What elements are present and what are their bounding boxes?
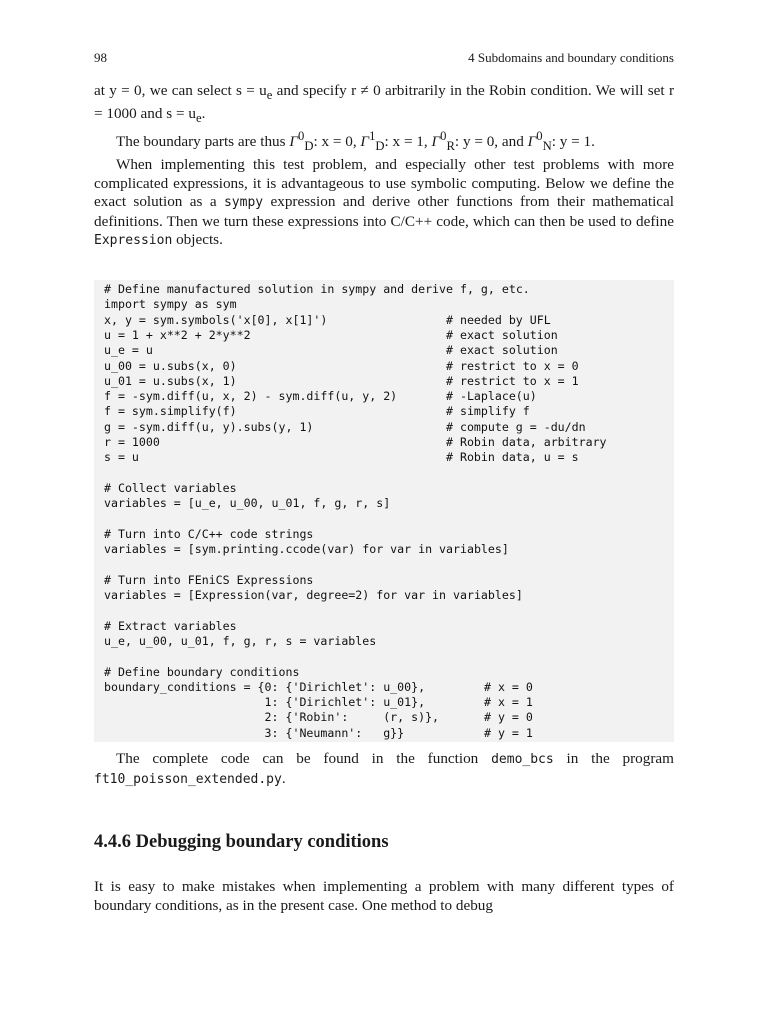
p3-code-expression: Expression bbox=[94, 233, 173, 249]
sub-n: N bbox=[542, 139, 552, 154]
code-line: # Define manufactured solution in sympy and derive f, g, etc. bbox=[104, 282, 530, 296]
p2-t1: : x = 0, bbox=[313, 133, 361, 151]
code-comment: # restrict to x = 1 bbox=[446, 373, 579, 388]
code-line: r = 1000 bbox=[104, 435, 160, 449]
code-line: f = sym.simplify(f) bbox=[104, 404, 237, 419]
code-comment: # y = 1 bbox=[484, 725, 533, 740]
sup-0c: 0 bbox=[536, 129, 543, 144]
sub-d-b: D bbox=[375, 139, 385, 154]
code-line: # Collect variables bbox=[104, 480, 237, 495]
page-number: 98 bbox=[94, 50, 107, 65]
code-line: 3: {'Neumann': g}} bbox=[104, 725, 405, 740]
code-line: x, y = sym.symbols('x[0], x[1]') bbox=[104, 312, 328, 327]
code-line: u_00 = u.subs(x, 0) bbox=[104, 358, 237, 373]
sub-d-a: D bbox=[304, 139, 314, 154]
code-line: f = -sym.diff(u, x, 2) - sym.diff(u, y, 2) bbox=[104, 389, 398, 404]
gamma-d0: Γ bbox=[289, 133, 298, 151]
code-line: 2: {'Robin': (r, s)}, bbox=[104, 710, 440, 725]
p3-c: objects. bbox=[172, 231, 223, 249]
code-comment: # needed by UFL bbox=[446, 312, 551, 327]
sup-0a: 0 bbox=[297, 129, 305, 144]
code-line: variables = [sym.printing.ccode(var) for var in variables] bbox=[104, 542, 509, 557]
p3-a: When implementing this test problem, and especially other test problems with more complicated expressions, it is advantageous to use symbolic computing. Below we define the exact solution as a bbox=[94, 155, 674, 211]
code-comment: # -Laplace(u) bbox=[446, 389, 537, 404]
p1-sub-e2: e bbox=[195, 110, 202, 125]
code-comment: # Robin data, arbitrary bbox=[446, 435, 607, 449]
sup-1: 1 bbox=[369, 129, 376, 144]
gamma-d1: Γ bbox=[360, 133, 370, 151]
p4-b: in the program bbox=[553, 750, 674, 767]
code-line: variables = [Expression(var, degree=2) for var in variables] bbox=[104, 588, 523, 602]
p3-b: expression and derive other functions from their mathematical definitions. Then we turn these expressions into C/C++ code, which can then be used to define bbox=[94, 193, 675, 230]
sub-r: R bbox=[446, 139, 455, 154]
code-comment: # x = 1 bbox=[484, 695, 533, 710]
p1-text-rest: and specify r ≠ 0 arbitrarily in the Robin condition. We will set r = 1000 and s = u bbox=[94, 82, 675, 122]
p1-tail: . bbox=[201, 104, 206, 122]
code-line: u = 1 + x**2 + 2*y**2 bbox=[104, 327, 251, 342]
code-line: u_01 = u.subs(x, 1) bbox=[104, 373, 237, 388]
gamma-n0: Γ bbox=[527, 133, 537, 151]
paragraph-complete-code bbox=[94, 750, 674, 789]
code-block bbox=[94, 280, 674, 742]
code-comment: # y = 0 bbox=[484, 710, 533, 725]
code-line: # Extract variables bbox=[104, 618, 237, 633]
code-comment: # exact solution bbox=[446, 327, 558, 342]
running-title: 4 Subdomains and boundary conditions bbox=[468, 50, 674, 65]
sup-0b: 0 bbox=[440, 129, 447, 144]
p1-text: at y = 0, we can select s = u bbox=[94, 82, 267, 99]
paragraph-robin bbox=[94, 82, 674, 251]
paragraph-debugging bbox=[94, 878, 674, 915]
code-line: # Turn into C/C++ code strings bbox=[104, 526, 314, 541]
code-line: s = u bbox=[104, 450, 139, 465]
code-comment: # compute g = -du/dn bbox=[446, 419, 586, 434]
code-line: variables = [u_e, u_00, u_01, f, g, r, s] bbox=[104, 496, 391, 511]
p1-sub-e: e bbox=[266, 88, 273, 103]
code-comment: # Robin data, u = s bbox=[446, 450, 579, 465]
code-comment: # x = 0 bbox=[484, 679, 533, 694]
code-comment: # simplify f bbox=[446, 404, 530, 419]
code-line: 1: {'Dirichlet': u_01}, bbox=[104, 695, 426, 710]
gamma-r0: Γ bbox=[431, 133, 441, 151]
p2-t2: : x = 1, bbox=[384, 133, 432, 151]
p2-t4: : y = 1. bbox=[551, 133, 595, 151]
p4-a: The complete code can be found in the function bbox=[116, 750, 492, 767]
p4-c: . bbox=[281, 769, 286, 787]
p4-function-name: demo_bcs bbox=[491, 752, 554, 767]
code-line: u_e = u bbox=[104, 343, 153, 358]
section-heading: 4.4.6 Debugging boundary conditions bbox=[94, 832, 389, 852]
p5-text: It is easy to make mistakes when implementing a problem with many different types of boundary conditions, as in the present case. One method to debug bbox=[94, 878, 674, 914]
p3-code-sympy: sympy bbox=[223, 195, 264, 211]
code-comment: # exact solution bbox=[446, 343, 558, 358]
code-line: # Turn into FEniCS Expressions bbox=[104, 572, 314, 587]
code-comment: # restrict to x = 0 bbox=[446, 358, 579, 373]
paragraph-symbolic bbox=[94, 156, 674, 251]
code-line: import sympy as sym bbox=[104, 297, 237, 312]
code-line: # Define boundary conditions bbox=[104, 664, 300, 679]
p4-program-name: ft10_poisson_extended.py bbox=[94, 771, 282, 787]
code-line: u_e, u_00, u_01, f, g, r, s = variables bbox=[104, 633, 377, 648]
code-line: g = -sym.diff(u, y).subs(y, 1) bbox=[104, 419, 314, 434]
paragraph-boundary-parts bbox=[94, 127, 674, 156]
p2-t3: : y = 0, and bbox=[454, 133, 528, 151]
p2-lead: The boundary parts are thus bbox=[116, 133, 290, 151]
code-line: boundary_conditions = {0: {'Dirichlet': u_00}, bbox=[104, 679, 426, 694]
